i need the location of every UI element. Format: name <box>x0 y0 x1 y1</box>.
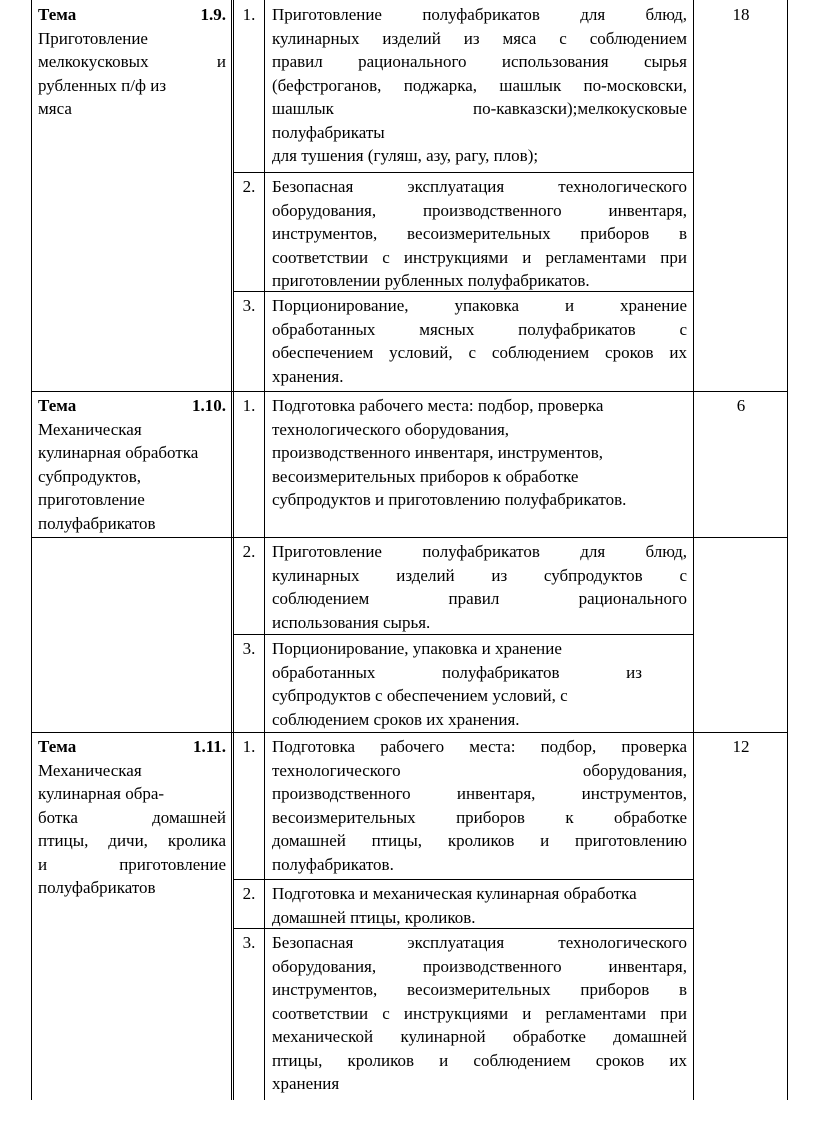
text-line: Порционирование, упаковка и хранение <box>272 639 562 658</box>
topic-title-line: мелкокусковых и <box>38 52 226 71</box>
text-line: домашней птицы, кроликов и приготовлению <box>272 831 687 850</box>
topic-label: Тема <box>38 737 77 756</box>
text-line: субпродуктов с обеспечением условий, с <box>272 686 568 705</box>
item-number: 2. <box>242 884 256 903</box>
text-line: соблюдением сроков их хранения. <box>272 709 520 729</box>
text-line: технологического оборудования, <box>272 419 510 439</box>
hours-value: 18 <box>732 5 750 24</box>
text-line: оборудования, производственного инвентаря, <box>272 200 687 220</box>
topic-title-line: кулинарная обра- <box>38 784 165 803</box>
topic-number: 1.9. <box>200 5 226 24</box>
topic-title-line: Механическая <box>38 419 142 439</box>
text-line: кулинарных изделий из мяса с соблюдением <box>272 28 687 48</box>
row-divider <box>233 172 694 173</box>
text-line: Подготовка рабочего места: подбор, проверка <box>272 396 604 415</box>
topic-label: Тема <box>38 5 77 24</box>
topic-heading <box>38 3 226 27</box>
topic-title-line: приготовление <box>38 490 145 509</box>
topic-divider <box>31 732 788 733</box>
topic-divider <box>31 537 788 538</box>
text-line: механической кулинарной обработке домашней <box>272 1027 687 1046</box>
text-line: субпродуктов и приготовлению полуфабрикатов. <box>272 490 627 509</box>
item-text <box>272 882 690 929</box>
border-topic-col <box>231 0 232 1100</box>
text-line: кулинарных изделий из субпродуктов с <box>272 565 687 585</box>
topic-title-line: рубленных п/ф из <box>38 75 167 95</box>
topic-cell <box>38 394 226 535</box>
item-text <box>272 3 687 168</box>
text-line: обработанных полуфабрикатов из <box>272 662 642 682</box>
text-line: Приготовление полуфабрикатов для блюд, <box>272 542 687 561</box>
text-line: полуфабрикатов. <box>272 854 394 874</box>
item-text <box>272 931 687 1096</box>
text-line: шашлык по-кавказски);мелкокусковые <box>272 99 687 118</box>
item-text <box>272 394 687 512</box>
row-divider <box>233 879 694 880</box>
topic-heading <box>38 394 226 418</box>
text-line: весоизмерительных приборов к обработке <box>272 807 687 827</box>
topic-number: 1.11. <box>192 737 226 756</box>
text-line: хранения <box>272 1074 340 1093</box>
text-line: инструментов, весоизмерительных приборов в <box>272 980 687 999</box>
text-line: Безопасная эксплуатация технологического <box>272 177 687 196</box>
text-line: птицы, кроликов и соблюдением сроков их <box>272 1050 687 1070</box>
topic-number: 1.10. <box>192 396 226 415</box>
border-left <box>31 0 32 1100</box>
topic-title-line: Механическая <box>38 760 142 780</box>
item-number: 3. <box>242 296 256 315</box>
item-number: 2. <box>242 177 256 196</box>
text-line: весоизмерительных приборов к обработке <box>272 466 579 486</box>
border-content-col <box>693 0 694 1100</box>
text-line: использования сырья. <box>272 612 431 632</box>
topic-title-line: и приготовление <box>38 854 226 874</box>
topic-cell <box>38 3 226 121</box>
topic-title-line: субпродуктов, <box>38 466 142 486</box>
topic-title-line: полуфабрикатов <box>38 513 156 533</box>
text-line: хранения. <box>272 366 344 386</box>
item-number: 1. <box>242 5 256 24</box>
text-line: Приготовление полуфабрикатов для блюд, <box>272 5 687 24</box>
item-number: 1. <box>242 737 256 756</box>
item-number: 2. <box>242 542 256 561</box>
item-text <box>272 540 687 634</box>
topic-title-line: мяса <box>38 99 72 118</box>
text-line: приготовлении рубленных полуфабрикатов. <box>272 271 590 290</box>
text-line: Безопасная эксплуатация технологического <box>272 933 687 952</box>
item-text <box>272 294 687 388</box>
topic-title-line: ботка домашней <box>38 807 226 827</box>
text-line: обработанных мясных полуфабрикатов с <box>272 319 687 339</box>
item-number: 1. <box>242 396 256 415</box>
text-line: производственного инвентаря, инструментов, <box>272 784 687 803</box>
hours-value: 6 <box>736 396 746 415</box>
text-line: (бефстроганов, поджарка, шашлык по-московски, <box>272 75 687 95</box>
border-right <box>787 0 788 1100</box>
topic-label: Тема <box>38 396 77 415</box>
topic-cell <box>38 735 226 900</box>
topic-heading <box>38 735 226 759</box>
text-line: соответствии с инструкциями и регламентами при <box>272 247 687 267</box>
topic-title-line: кулинарная обработка <box>38 443 199 462</box>
hours-value: 12 <box>732 737 750 756</box>
text-line: технологического оборудования, <box>272 760 687 780</box>
topic-title-line: Приготовление <box>38 28 148 48</box>
item-number: 3. <box>242 639 256 658</box>
text-line: Порционирование, упаковка и хранение <box>272 296 687 315</box>
item-text <box>272 175 687 293</box>
item-text <box>272 735 687 876</box>
text-line: обеспечением условий, с соблюдением сроков их <box>272 343 687 362</box>
text-line: соответствии с инструкциями и регламентами при <box>272 1003 687 1023</box>
topic-title-line: полуфабрикатов <box>38 878 156 897</box>
topic-divider <box>31 391 788 392</box>
item-text <box>272 637 642 731</box>
text-line: полуфабрикаты <box>272 122 385 142</box>
row-divider <box>233 634 694 635</box>
text-line: домашней птицы, кроликов. <box>272 907 476 927</box>
text-line: Подготовка и механическая кулинарная обработка <box>272 884 637 903</box>
text-line: соблюдением правил рационального <box>272 589 687 608</box>
item-number: 3. <box>242 933 256 952</box>
text-line: правил рационального использования сырья <box>272 52 687 71</box>
text-line: инструментов, весоизмерительных приборов в <box>272 224 687 243</box>
topic-title-line: птицы, дичи, кролика <box>38 831 226 850</box>
text-line: оборудования, производственного инвентаря, <box>272 956 687 976</box>
text-line: производственного инвентаря, инструментов, <box>272 443 604 462</box>
text-line: Подготовка рабочего места: подбор, проверка <box>272 737 687 756</box>
text-line: для тушения (гуляш, азу, рагу, плов); <box>272 146 539 165</box>
